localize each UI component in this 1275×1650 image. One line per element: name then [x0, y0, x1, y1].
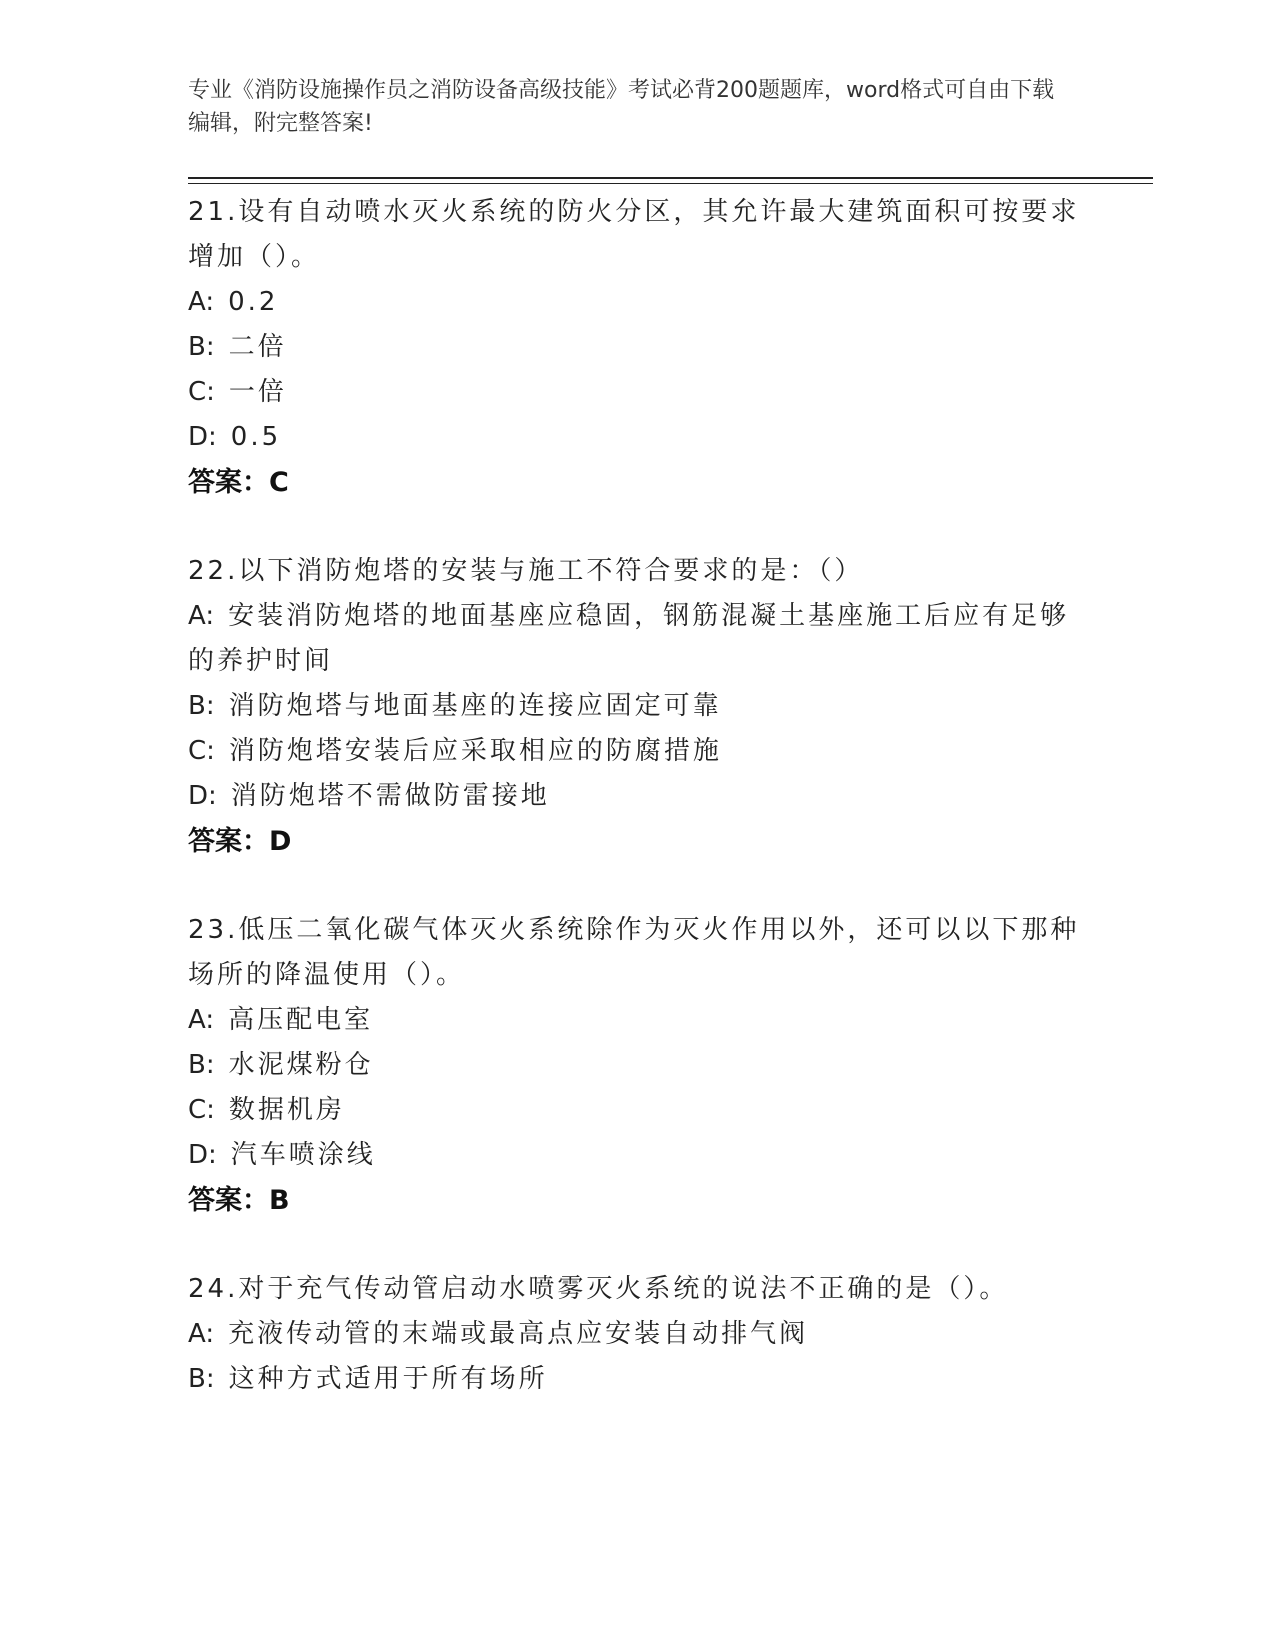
option-d	[188, 774, 1088, 819]
question-stem: 21.设有自动喷水灭火系统的防火分区，其允许最大建筑面积可按要求增加（）。	[188, 197, 1080, 272]
option-text: 消防炮塔与地面基座的连接应固定可靠	[228, 691, 722, 721]
option-a	[188, 1312, 1088, 1357]
option-c	[188, 370, 1088, 415]
answer-line: 答案：B	[188, 1185, 290, 1216]
question-24	[188, 1267, 1088, 1402]
question-stem: 23.低压二氧化碳气体灭火系统除作为灭火作用以外，还可以以下那种场所的降温使用（）。	[188, 915, 1080, 990]
option-key: B:	[188, 1364, 215, 1394]
option-key: A:	[188, 1319, 215, 1349]
question-23	[188, 908, 1088, 1223]
option-key: A:	[188, 287, 215, 317]
option-key: B:	[188, 1050, 215, 1080]
header-divider-thick	[188, 177, 1153, 179]
option-key: D:	[188, 422, 217, 452]
option-text: 安装消防炮塔的地面基座应稳固，钢筋混凝土基座施工后应有足够的养护时间	[188, 601, 1070, 676]
option-key: A:	[188, 601, 215, 631]
option-text: 0.2	[228, 287, 279, 317]
option-c	[188, 1088, 1088, 1133]
header-divider-thin	[188, 183, 1153, 184]
question-22	[188, 549, 1088, 864]
option-text: 这种方式适用于所有场所	[228, 1364, 548, 1394]
option-key: A:	[188, 1005, 215, 1035]
option-b	[188, 1043, 1088, 1088]
option-b	[188, 684, 1088, 729]
option-text: 消防炮塔安装后应采取相应的防腐措施	[228, 736, 722, 766]
option-key: D:	[188, 1140, 217, 1170]
option-key: B:	[188, 332, 215, 362]
option-text: 水泥煤粉仓	[228, 1050, 374, 1080]
answer-line: 答案：C	[188, 467, 289, 498]
option-c	[188, 729, 1088, 774]
option-key: B:	[188, 691, 215, 721]
option-b	[188, 325, 1088, 370]
option-key: C:	[188, 736, 215, 766]
option-key: C:	[188, 377, 215, 407]
option-key: D:	[188, 781, 217, 811]
option-text: 汽车喷涂线	[230, 1140, 376, 1170]
option-text: 充液传动管的末端或最高点应安装自动排气阀	[228, 1319, 809, 1349]
document-intro: 专业《消防设施操作员之消防设备高级技能》考试必背200题题库，word格式可自由下载编辑，附完整答案!	[188, 78, 1055, 136]
answer-line: 答案：D	[188, 826, 292, 857]
option-text: 消防炮塔不需做防雷接地	[230, 781, 550, 811]
option-a	[188, 594, 1088, 684]
option-b	[188, 1357, 1088, 1402]
question-21	[188, 190, 1088, 505]
option-key: C:	[188, 1095, 215, 1125]
option-text: 高压配电室	[228, 1005, 374, 1035]
option-a	[188, 280, 1088, 325]
option-text: 数据机房	[228, 1095, 345, 1125]
option-text: 0.5	[230, 422, 282, 452]
question-list	[188, 190, 1088, 1446]
option-text: 二倍	[228, 332, 287, 362]
question-stem: 24.对于充气传动管启动水喷雾灭火系统的说法不正确的是（）。	[188, 1274, 1009, 1304]
option-d	[188, 1133, 1088, 1178]
option-d	[188, 415, 1088, 460]
option-a	[188, 998, 1088, 1043]
question-stem: 22.以下消防炮塔的安装与施工不符合要求的是：（）	[188, 556, 864, 586]
option-text: 一倍	[228, 377, 287, 407]
